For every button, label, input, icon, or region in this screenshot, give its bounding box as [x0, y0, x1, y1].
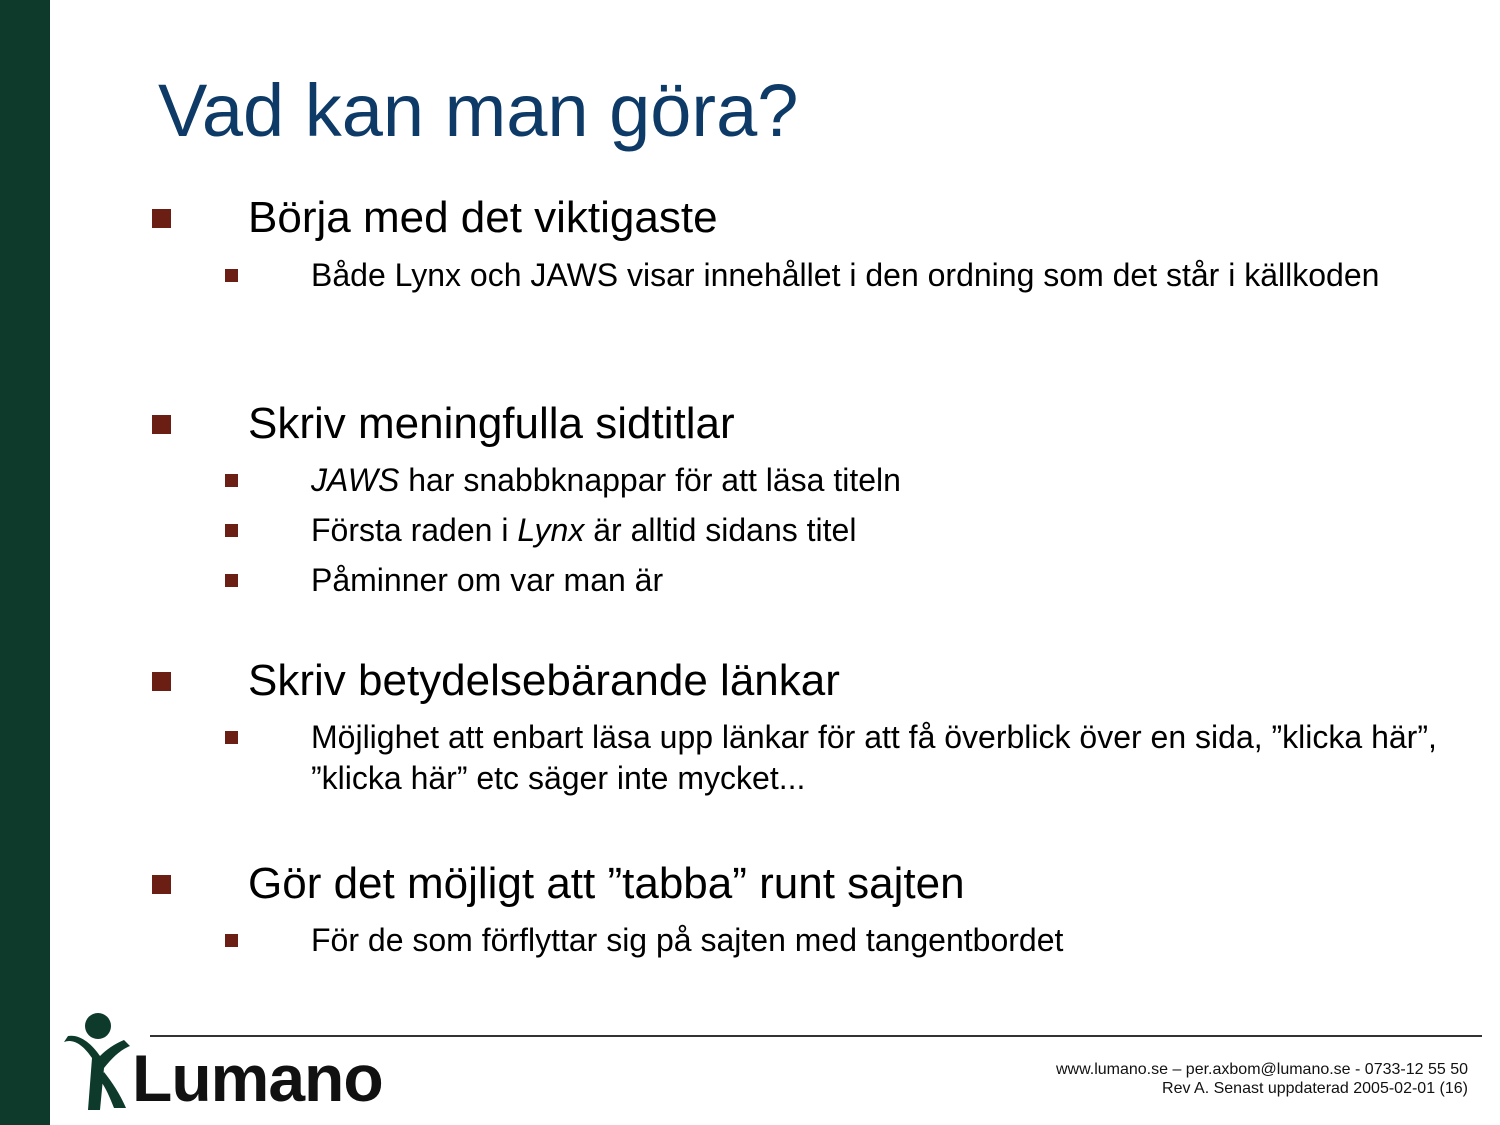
square-bullet-icon: [225, 731, 238, 744]
section-heading: [248, 192, 718, 244]
footer-revision: Rev A. Senast uppdaterad 2005-02-01 (16): [1162, 1080, 1468, 1097]
square-bullet-icon: [225, 269, 238, 282]
square-bullet-icon: [225, 524, 238, 537]
sub-bullet-item: [311, 510, 1441, 551]
sub-bullet-text: Både Lynx och JAWS visar innehållet i den ordning som det står i källkoden: [311, 257, 1380, 293]
square-bullet-icon: [152, 875, 171, 894]
sub-bullet-text: Första raden i: [311, 512, 518, 548]
sub-bullet-text: JAWS: [311, 462, 400, 498]
section-heading-text: Skriv betydelsebärande länkar: [248, 656, 840, 705]
section-heading-text: Gör det möjligt att ”tabba” runt sajten: [248, 859, 965, 908]
sub-bullet-text: har snabbknappar för att läsa titeln: [399, 462, 901, 498]
square-bullet-icon: [152, 672, 171, 691]
sub-bullet-item: [311, 460, 1441, 501]
section-heading: [248, 655, 840, 707]
square-bullet-icon: [225, 474, 238, 487]
slide-title: Vad kan man göra?: [158, 69, 799, 152]
square-bullet-icon: [225, 574, 238, 587]
sub-bullet-text: För de som förflyttar sig på sajten med tangentbordet: [311, 922, 1064, 958]
square-bullet-icon: [152, 415, 171, 434]
person-figure-icon: [60, 1012, 132, 1112]
sub-bullet-text: är alltid sidans titel: [584, 512, 857, 548]
section-heading: [248, 858, 965, 910]
footer-divider: [150, 1035, 1482, 1037]
section-heading-text: Skriv meningfulla sidtitlar: [248, 399, 735, 448]
sub-bullet-text: Möjlighet att enbart läsa upp länkar för att få överblick över en sida, ”klicka här”, ”klicka här” etc säger inte mycket...: [311, 719, 1437, 796]
sub-bullet-item: [311, 920, 1441, 961]
section-heading: [248, 398, 735, 450]
sub-bullet-item: [311, 717, 1441, 799]
sub-bullet-text: Påminner om var man är: [311, 562, 664, 598]
footer-contact: www.lumano.se – per.axbom@lumano.se - 0733-12 55 50: [1055, 1061, 1468, 1078]
sub-bullet-item: [311, 255, 1441, 296]
square-bullet-icon: [152, 209, 171, 228]
logo-wordmark: Lumano: [132, 1041, 383, 1115]
footer-info: [1056, 1060, 1468, 1098]
square-bullet-icon: [225, 934, 238, 947]
section-heading-text: Börja med det viktigaste: [248, 193, 718, 242]
sub-bullet-item: [311, 560, 1441, 601]
sub-bullet-text: Lynx: [517, 512, 585, 548]
